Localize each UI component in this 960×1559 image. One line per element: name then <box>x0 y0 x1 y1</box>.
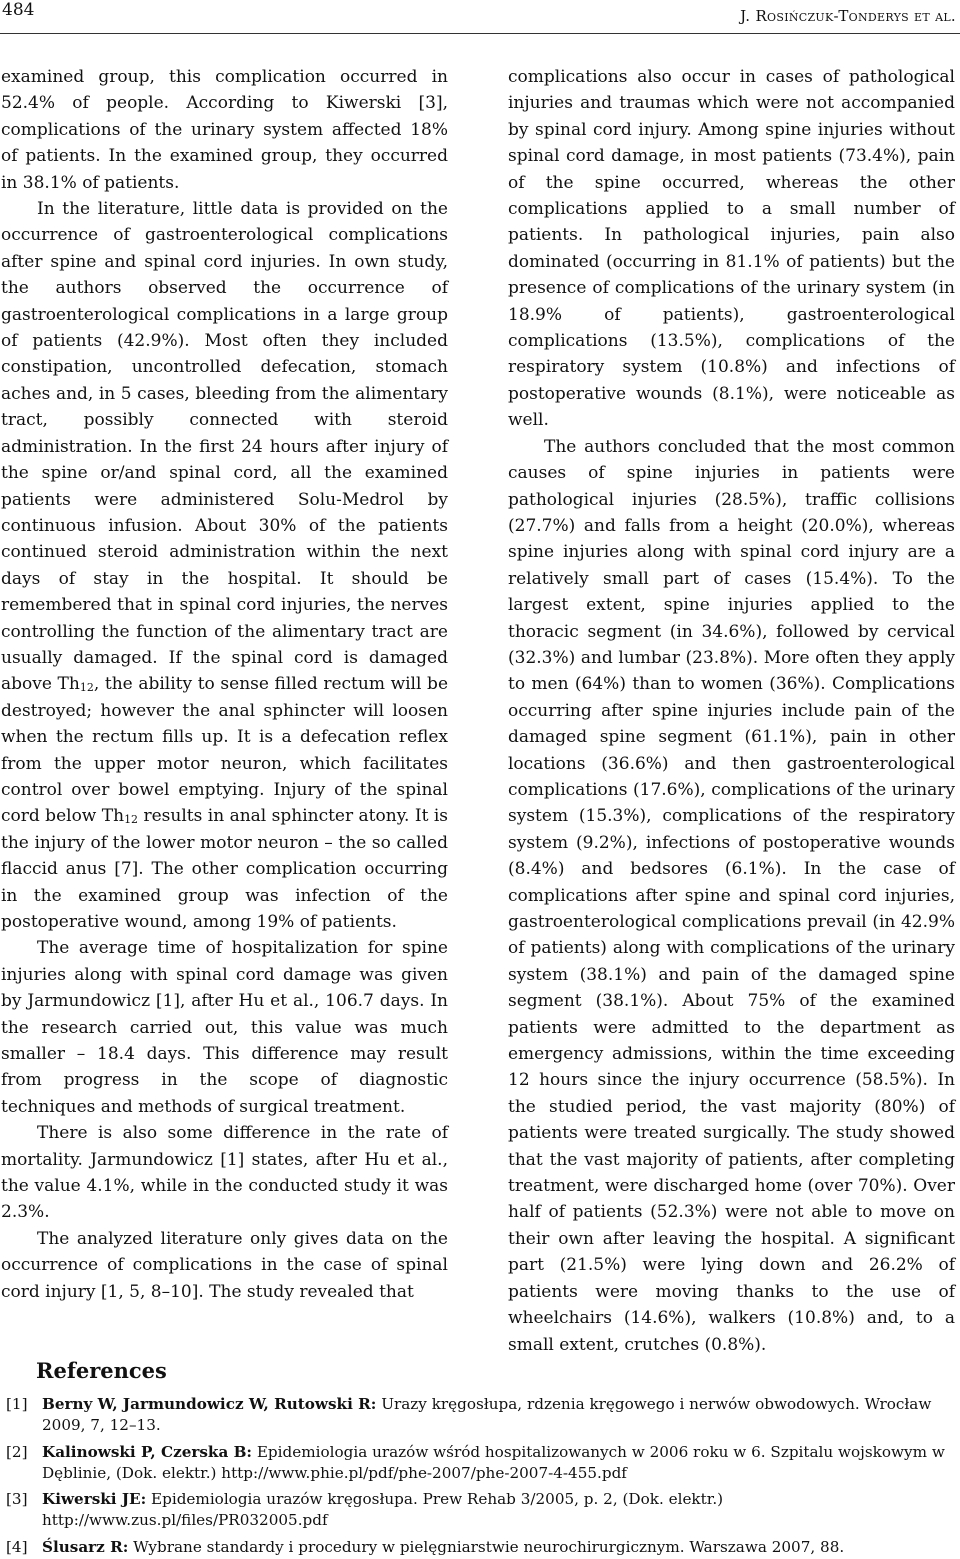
reference-text: Epidemiologia urazów wśród hospitalizowanych w 2006 roku w 6. Szpitalu wojskowym w Dęblinie, (Dok. elektr.) http://www.phie.pl/pdf/phe-2007/phe-2007-4-455.pdf <box>42 1443 945 1482</box>
paragraph: complications also occur in cases of pathological injuries and traumas which were not accompanied by spinal cord injury. Among spine injuries without spinal cord damage, in most patients (73.4%), pain of the spine occurred, whereas the other complications applied to a small number of patients. In pathological injuries, pain also dominated (occurring in 81.1% of patients) but the presence of complications of the urinary system (in 18.9% of patients), gastroenterological complications (13.5%), complications of the respiratory system (10.8%) and infections of postoperative wounds (8.1%), were noticeable as well. <box>508 67 955 431</box>
reference-number: [4] <box>6 1538 28 1556</box>
reference-number: [2] <box>6 1443 28 1461</box>
paragraph: The average time of hospitalization for spine injuries along with spinal cord damage was given by Jarmundowicz [1], after Hu et al., 106.7 days. In the research carried out, this value was much smaller – 18.4 days. This difference may result from progress in the scope of diagnostic techniques and methods of surgical treatment. <box>1 938 448 1117</box>
reference-body <box>42 1537 958 1558</box>
reference-number: [3] <box>6 1490 28 1508</box>
reference-authors: Kiwerski JE: <box>42 1490 147 1508</box>
reference-item <box>0 1537 958 1558</box>
reference-item <box>0 1489 958 1531</box>
paragraph: There is also some difference in the rate of mortality. Jarmundowicz [1] states, after Hu et al., the value 4.1%, while in the conducted study it was 2.3%. <box>1 1123 448 1223</box>
paragraph: The analyzed literature only gives data on the occurrence of complications in the case of spinal cord injury [1, 5, 8–10]. The study revealed that <box>1 1228 448 1302</box>
paragraph-text: In the literature, little data is provided on the occurrence of gastroenterological complications after spine and spinal cord injuries. In own study, the authors observed the occurrence of gastroenterological complications in a large group of patients (42.9%). Most often they included constipation, uncontrolled defecation, stomach aches and, in 5 cases, bleeding from the alimentary tract, possibly connected with steroid administration. In the first 24 hours after injury of the spine or/and spinal cord, all the examined patients were administered Solu-Medrol by continuous infusion. About 30% of the patients continued steroid administration within the next days of stay in the hospital. It should be remembered that in spinal cord injuries, the nerves controlling the function of the alimentary tract are usually damaged. If the spinal cord is damaged above Th <box>1 199 448 695</box>
reference-authors: Ślusarz R: <box>42 1538 129 1556</box>
reference-authors: Kalinowski P, Czerska B: <box>42 1443 253 1461</box>
paragraph <box>1 196 448 935</box>
page-number: 484 <box>2 0 35 20</box>
reference-item <box>0 1394 958 1436</box>
reference-number: [1] <box>6 1395 28 1413</box>
subscript: 12 <box>79 681 94 695</box>
references-heading: References <box>36 1358 167 1383</box>
reference-text: Urazy kręgosłupa, rdzenia kręgowego i nerwów obwodowych. Wrocław 2009, 7, 12–13. <box>42 1395 932 1434</box>
page-header <box>0 0 960 34</box>
left-column <box>1 64 448 1305</box>
paragraph-text: results in anal sphincter atony. It is the injury of the lower motor neuron – the so called flaccid anus [7]. The other complication occurring in the examined group was infection of the postoperative wound, among 19% of patients. <box>1 806 448 932</box>
header-rule <box>0 33 960 34</box>
reference-text: Epidemiologia urazów kręgosłupa. Prew Rehab 3/2005, p. 2, (Dok. elektr.) http://www.zus.pl/files/PR032005.pdf <box>42 1490 724 1529</box>
subscript: 12 <box>124 813 139 827</box>
right-column <box>508 64 955 1358</box>
paragraph: examined group, this complication occurred in 52.4% of people. According to Kiwerski [3], complications of the urinary system affected 18% of patients. In the examined group, they occurred in 38.1% of patients. <box>1 67 448 193</box>
paragraph-text: , the ability to sense filled rectum will be destroyed; however the anal sphincter will loosen when the rectum fills up. It is a defecation reflex from the upper motor neuron, which facilitates control over bowel emptying. Injury of the spinal cord below Th <box>1 674 449 827</box>
reference-body <box>42 1442 958 1484</box>
reference-text: Wybrane standardy i procedury w pielęgniarstwie neurochirurgicznym. Warszawa 2007, 88. <box>133 1538 845 1556</box>
paragraph: The authors concluded that the most common causes of spine injuries in patients were pathological injuries (28.5%), traffic collisions (27.7%) and falls from a height (20.0%), whereas spine injuries along with spinal cord injury are a relatively small part of cases (15.4%). To the largest extent, spine injuries applied to the thoracic segment (in 34.6%), followed by cervical (32.3%) and lumbar (23.8%). More often they apply to men (64%) than to women (36%). Complications occurring after spine injuries include pain of the damaged spine segment (61.1%), pain in other locations (36.6%) and then gastroenterological complications (17.6%), complications of the urinary system (15.3%), complications of the respiratory system (9.2%), infections of postoperative wounds (8.4%) and bedsores (6.1%). In the case of complications after spine and spinal cord injuries, gastroenterological complications prevail (in 42.9% of patients) along with complications of the urinary system (38.1%) and pain of the damaged spine segment (38.1%). About 75% of the examined patients were admitted to the department as emergency admissions, within the time exceeding 12 hours since the injury occurrence (58.5%). In the studied period, the vast majority (80%) of patients were treated surgically. The study showed that the vast majority of patients, after completing treatment, were discharged home (over 70%). Over half of patients (52.3%) were not able to move on their own after leaving the hospital. A significant part (21.5%) were lying down and 26.2% of patients were moving thanks to the use of wheelchairs (14.6%), walkers (10.8%) and, to a small extent, crutches (0.8%). <box>508 436 955 1355</box>
reference-authors: Berny W, Jarmundowicz W, Rutowski R: <box>42 1395 377 1413</box>
running-head: J. Rosińczuk-Tonderys et al. <box>740 7 956 25</box>
reference-body <box>42 1489 958 1531</box>
reference-item <box>0 1442 958 1484</box>
reference-body <box>42 1394 958 1436</box>
